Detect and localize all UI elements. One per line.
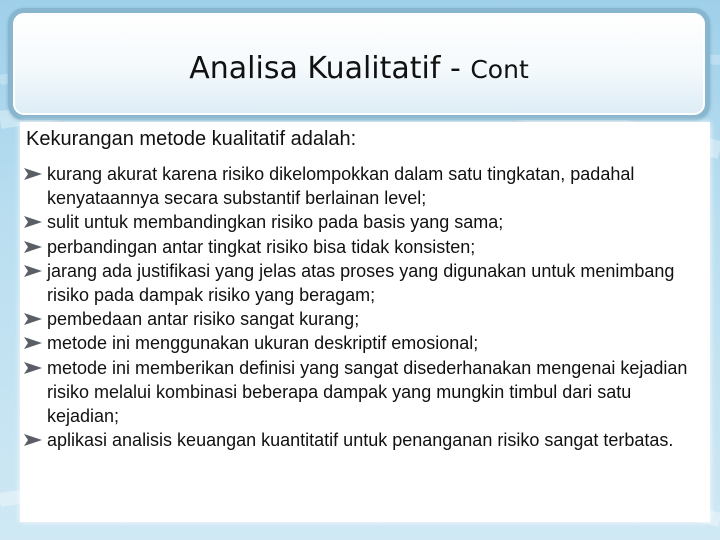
arrow-bullet-icon — [23, 336, 43, 350]
slide-title — [13, 49, 705, 90]
bullet-text: metode ini menggunakan ukuran deskriptif emosional; — [47, 333, 479, 354]
title-suffix: Cont — [470, 55, 529, 84]
bullet-text: aplikasi analisis keuangan kuantitatif untuk penanganan risiko sangat terbatas. — [47, 430, 674, 451]
bullet-text: pembedaan antar risiko sangat kurang; — [47, 309, 360, 330]
arrow-bullet-icon — [23, 215, 43, 229]
content-heading: Kekurangan metode kualitatif adalah: — [26, 128, 357, 150]
content-panel — [20, 122, 710, 522]
bullet-text: jarang ada justifikasi yang jelas atas proses yang digunakan untuk menimbang risiko pada dampak risiko yang beragam; — [47, 260, 675, 306]
bullet-item — [20, 356, 700, 429]
arrow-bullet-icon — [23, 167, 43, 181]
arrow-bullet-icon — [23, 264, 43, 278]
bullet-item — [20, 428, 700, 452]
bullet-text: kurang akurat karena risiko dikelompokkan dalam satu tingkatan, padahal kenyataannya secara substantif berlainan level; — [47, 164, 635, 209]
bullet-item — [20, 210, 700, 234]
bullet-item — [20, 259, 700, 307]
bullet-text: metode ini memberikan definisi yang sangat disederhanakan mengenai kejadian risiko melalui kombinasi beberapa dampak yang mungkin timbul dari satu kejadian; — [47, 357, 688, 427]
title-main: Analisa Kualitatif - — [189, 51, 471, 86]
arrow-bullet-icon — [23, 433, 43, 447]
bullet-text: sulit untuk membandingkan risiko pada basis yang sama; — [47, 212, 504, 233]
bullet-item — [20, 307, 700, 331]
arrow-bullet-icon — [23, 361, 43, 375]
bullet-list — [20, 162, 700, 452]
arrow-bullet-icon — [23, 240, 43, 254]
title-frame — [8, 8, 710, 120]
bullet-item — [20, 235, 700, 259]
bullet-item — [20, 162, 700, 210]
bullet-text: perbandingan antar tingkat risiko bisa tidak konsisten; — [47, 236, 476, 257]
bullet-item — [20, 331, 700, 355]
arrow-bullet-icon — [23, 312, 43, 326]
